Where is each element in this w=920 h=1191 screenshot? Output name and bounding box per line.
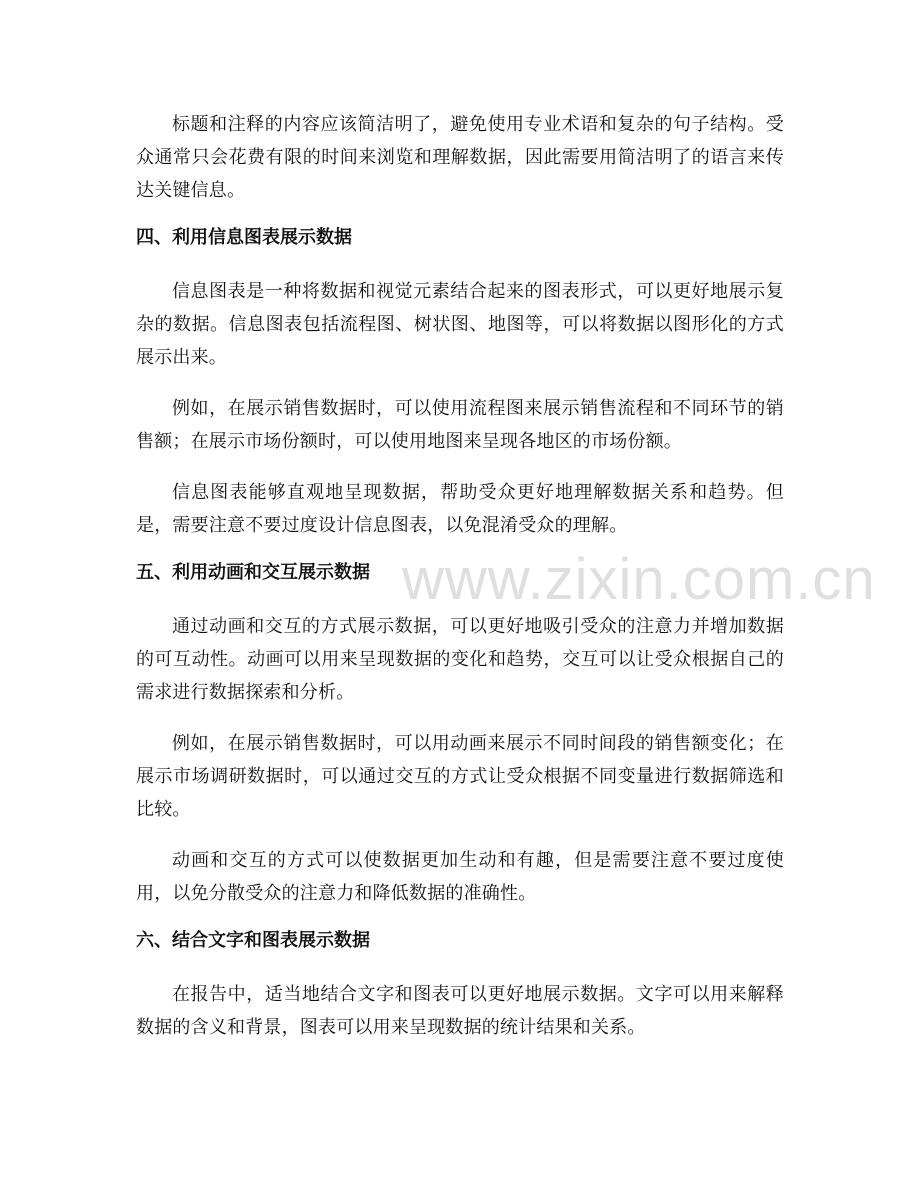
section4-paragraph-3: 信息图表能够直观地呈现数据，帮助受众更好地理解数据关系和趋势。但是，需要注意不要过度设计信息图表，以免混淆受众的理解。 <box>136 482 784 536</box>
section6-paragraph-1: 在报告中，适当地结合文字和图表可以更好地展示数据。文字可以用来解释数据的含义和背景，图表可以用来呈现数据的统计结果和关系。 <box>136 984 784 1038</box>
paragraph-intro: 标题和注释的内容应该简洁明了，避免使用专业术语和复杂的句子结构。受众通常只会花费有限的时间来浏览和理解数据，因此需要用简洁明了的语言来传达关键信息。 <box>136 114 784 201</box>
section5-paragraph-2: 例如，在展示销售数据时，可以用动画来展示不同时间段的销售额变化；在展示市场调研数据时，可以通过交互的方式让受众根据不同变量进行数据筛选和比较。 <box>136 733 784 820</box>
section5-paragraph-1: 通过动画和交互的方式展示数据，可以更好地吸引受众的注意力并增加数据的可互动性。动画可以用来呈现数据的变化和趋势，交互可以让受众根据自己的需求进行数据探索和分析。 <box>136 616 784 703</box>
document-body <box>136 108 784 1062</box>
section-heading-5: 五、利用动画和交互展示数据 <box>136 562 370 583</box>
section4-paragraph-1: 信息图表是一种将数据和视觉元素结合起来的图表形式，可以更好地展示复杂的数据。信息图表包括流程图、树状图、地图等，可以将数据以图形化的方式展示出来。 <box>136 281 784 368</box>
section5-paragraph-3: 动画和交互的方式可以使数据更加生动和有趣，但是需要注意不要过度使用，以免分散受众的注意力和降低数据的准确性。 <box>136 850 784 904</box>
watermark-text: www.zixin.com.cn <box>402 547 876 612</box>
section-heading-6: 六、结合文字和图表展示数据 <box>136 930 370 951</box>
section-heading-4: 四、利用信息图表展示数据 <box>136 227 352 248</box>
section4-paragraph-2: 例如，在展示销售数据时，可以使用流程图来展示销售流程和不同环节的销售额；在展示市场份额时，可以使用地图来呈现各地区的市场份额。 <box>136 398 784 452</box>
